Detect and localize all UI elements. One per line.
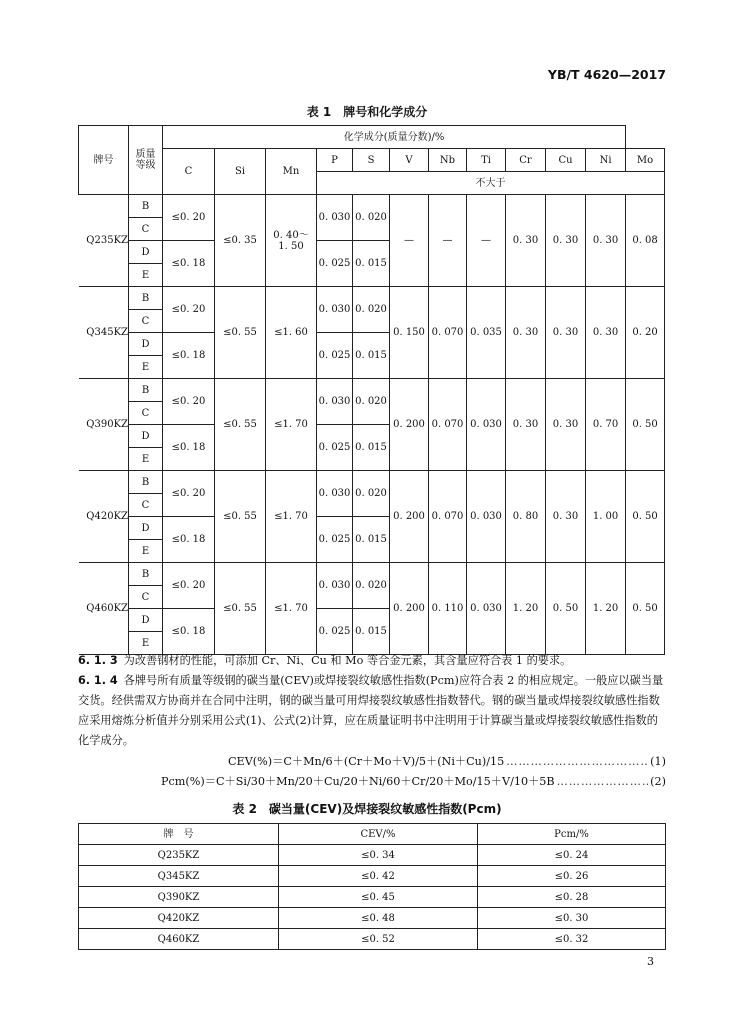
table-row xyxy=(79,287,665,310)
quality-cell: D xyxy=(129,333,163,356)
ni-cell: 0. 30 xyxy=(586,195,626,287)
header-el: Mo xyxy=(626,149,665,172)
ni-cell: 1. 00 xyxy=(586,471,626,563)
quality-cell: C xyxy=(129,218,163,241)
quality-cell: B xyxy=(129,379,163,402)
c-cell: ≤0. 20 xyxy=(163,471,215,517)
quality-cell: E xyxy=(129,356,163,379)
t2-cell: ≤0. 32 xyxy=(478,929,666,950)
v-cell: 0. 200 xyxy=(390,563,429,655)
t2-header: 牌 号 xyxy=(79,824,279,845)
grade-cell: Q390KZ xyxy=(79,379,129,471)
si-cell: ≤0. 55 xyxy=(215,471,266,563)
mo-cell: 0. 08 xyxy=(626,195,665,287)
v-cell: 0. 200 xyxy=(390,471,429,563)
nb-cell: 0. 070 xyxy=(429,379,467,471)
table2-caption: 表 2 碳当量(CEV)及焊接裂纹敏感性指数(Pcm) xyxy=(232,802,502,816)
header-chem: 化学成分(质量分数)/% xyxy=(163,126,626,149)
t2-cell: ≤0. 52 xyxy=(279,929,478,950)
header-el: Mn xyxy=(266,149,317,195)
t2-cell: ≤0. 24 xyxy=(478,845,666,866)
p-cell: 0. 030 xyxy=(317,563,353,609)
header-el: Ti xyxy=(467,149,506,172)
si-cell: ≤0. 55 xyxy=(215,379,266,471)
quality-cell: C xyxy=(129,494,163,517)
page-number: 3 xyxy=(647,955,654,968)
standard-number: YB/T 4620—2017 xyxy=(547,67,666,82)
quality-cell: C xyxy=(129,586,163,609)
c-cell: ≤0. 18 xyxy=(163,517,215,563)
s-cell: 0. 020 xyxy=(353,471,390,517)
quality-cell: D xyxy=(129,425,163,448)
quality-cell: D xyxy=(129,241,163,264)
mo-cell: 0. 50 xyxy=(626,471,665,563)
clause-6-1-4: 6. 1. 4 各牌号所有质量等级钢的碳当量(CEV)或焊接裂纹敏感性指数(Pcm)应符合表 2 的相应规定。一般应以碳当量交货。经供需双方协商并在合同中注明，钢的碳当量可用焊接裂纹敏感性指数替代。钢的碳当量或焊接裂纹敏感性指数应采用熔炼分析值并分别采用公式(1)、公式(2)计算，应在质量证明书中注明用于计算碳当量或焊接裂纹敏感性指数的化学成分。 xyxy=(78,674,664,747)
quality-cell: B xyxy=(129,563,163,586)
t2-cell: ≤0. 26 xyxy=(478,866,666,887)
quality-cell: E xyxy=(129,632,163,655)
t2-cell: ≤0. 42 xyxy=(279,866,478,887)
s-cell: 0. 020 xyxy=(353,379,390,425)
p-cell: 0. 030 xyxy=(317,379,353,425)
t2-cell: ≤0. 28 xyxy=(478,887,666,908)
s-cell: 0. 015 xyxy=(353,517,390,563)
t2-cell: ≤0. 45 xyxy=(279,887,478,908)
cu-cell: 0. 30 xyxy=(546,379,586,471)
c-cell: ≤0. 18 xyxy=(163,241,215,287)
quality-cell: E xyxy=(129,448,163,471)
header-el: Nb xyxy=(429,149,467,172)
cu-cell: 0. 50 xyxy=(546,563,586,655)
nb-cell: 0. 110 xyxy=(429,563,467,655)
s-cell: 0. 015 xyxy=(353,333,390,379)
header-el: Cr xyxy=(506,149,546,172)
si-cell: ≤0. 55 xyxy=(215,287,266,379)
mn-cell: 0. 40～ 1. 50 xyxy=(266,195,317,287)
header-el: Cu xyxy=(546,149,586,172)
table-row xyxy=(79,195,665,218)
mn-cell: ≤1. 70 xyxy=(266,563,317,655)
c-cell: ≤0. 18 xyxy=(163,609,215,655)
header-el: C xyxy=(163,149,215,195)
quality-cell: B xyxy=(129,471,163,494)
mo-cell: 0. 50 xyxy=(626,379,665,471)
table1-caption: 表 1 牌号和化学成分 xyxy=(306,105,428,119)
header-el: V xyxy=(390,149,429,172)
c-cell: ≤0. 18 xyxy=(163,425,215,471)
grade-cell: Q460KZ xyxy=(79,563,129,655)
grade-cell: Q420KZ xyxy=(79,471,129,563)
ni-cell: 0. 30 xyxy=(586,287,626,379)
ti-cell: 0. 035 xyxy=(467,287,506,379)
formula-1: CEV(%)＝C＋Mn/6＋(Cr＋Mo＋V)/5＋(Ni＋Cu)/15 …………………………………………………………………………………………………… (1) xyxy=(78,751,666,771)
t2-cell: Q345KZ xyxy=(79,866,279,887)
header-not-more: 不大于 xyxy=(317,172,665,195)
t2-cell: Q460KZ xyxy=(79,929,279,950)
c-cell: ≤0. 20 xyxy=(163,195,215,241)
ti-cell: 0. 030 xyxy=(467,563,506,655)
mn-cell: ≤1. 70 xyxy=(266,379,317,471)
quality-cell: E xyxy=(129,540,163,563)
s-cell: 0. 020 xyxy=(353,563,390,609)
cu-cell: 0. 30 xyxy=(546,287,586,379)
v-cell: 0. 150 xyxy=(390,287,429,379)
header-el: S xyxy=(353,149,390,172)
p-cell: 0. 030 xyxy=(317,471,353,517)
cr-cell: 0. 80 xyxy=(506,471,546,563)
c-cell: ≤0. 18 xyxy=(163,333,215,379)
t2-cell: ≤0. 30 xyxy=(478,908,666,929)
ni-cell: 0. 70 xyxy=(586,379,626,471)
ni-cell: 1. 20 xyxy=(586,563,626,655)
cu-cell: 0. 30 xyxy=(546,471,586,563)
cr-cell: 1. 20 xyxy=(506,563,546,655)
c-cell: ≤0. 20 xyxy=(163,287,215,333)
grade-cell: Q345KZ xyxy=(79,287,129,379)
t2-cell: Q390KZ xyxy=(79,887,279,908)
table-row xyxy=(79,887,666,908)
mo-cell: 0. 20 xyxy=(626,287,665,379)
p-cell: 0. 025 xyxy=(317,609,353,655)
grade-cell: Q235KZ xyxy=(79,195,129,287)
quality-cell: D xyxy=(129,609,163,632)
p-cell: 0. 025 xyxy=(317,425,353,471)
s-cell: 0. 015 xyxy=(353,425,390,471)
mn-cell: ≤1. 60 xyxy=(266,287,317,379)
cu-cell: 0. 30 xyxy=(546,195,586,287)
v-cell: 0. 200 xyxy=(390,379,429,471)
mn-cell: ≤1. 70 xyxy=(266,471,317,563)
nb-cell: 0. 070 xyxy=(429,287,467,379)
table-row xyxy=(79,866,666,887)
c-cell: ≤0. 20 xyxy=(163,379,215,425)
si-cell: ≤0. 35 xyxy=(215,195,266,287)
c-cell: ≤0. 20 xyxy=(163,563,215,609)
table-row xyxy=(79,908,666,929)
nb-cell: 0. 070 xyxy=(429,471,467,563)
v-cell: — xyxy=(390,195,429,287)
p-cell: 0. 030 xyxy=(317,195,353,241)
cev-table xyxy=(78,823,666,950)
p-cell: 0. 025 xyxy=(317,333,353,379)
s-cell: 0. 020 xyxy=(353,287,390,333)
quality-cell: D xyxy=(129,517,163,540)
header-quality: 质量等级 xyxy=(129,126,163,195)
p-cell: 0. 030 xyxy=(317,287,353,333)
s-cell: 0. 015 xyxy=(353,241,390,287)
ti-cell: — xyxy=(467,195,506,287)
table-row xyxy=(79,845,666,866)
t2-cell: Q420KZ xyxy=(79,908,279,929)
header-el: Ni xyxy=(586,149,626,172)
table-row xyxy=(79,471,665,494)
s-cell: 0. 015 xyxy=(353,609,390,655)
t2-cell: ≤0. 34 xyxy=(279,845,478,866)
s-cell: 0. 020 xyxy=(353,195,390,241)
clause-6-1-3: 6. 1. 3 为改善钢材的性能，可添加 Cr、Ni、Cu 和 Mo 等合金元素，其含量应符合表 1 的要求。 xyxy=(78,654,572,667)
table-row xyxy=(79,929,666,950)
p-cell: 0. 025 xyxy=(317,517,353,563)
quality-cell: B xyxy=(129,287,163,310)
ti-cell: 0. 030 xyxy=(467,379,506,471)
header-el: Si xyxy=(215,149,266,195)
t2-cell: ≤0. 48 xyxy=(279,908,478,929)
t2-cell: Q235KZ xyxy=(79,845,279,866)
table-row xyxy=(79,563,665,586)
header-el: P xyxy=(317,149,353,172)
table-row xyxy=(79,379,665,402)
mo-cell: 0. 50 xyxy=(626,563,665,655)
t2-header: CEV/% xyxy=(279,824,478,845)
header-grade: 牌号 xyxy=(79,126,129,195)
quality-cell: E xyxy=(129,264,163,287)
quality-cell: B xyxy=(129,195,163,218)
ti-cell: 0. 030 xyxy=(467,471,506,563)
quality-cell: C xyxy=(129,310,163,333)
si-cell: ≤0. 55 xyxy=(215,563,266,655)
nb-cell: — xyxy=(429,195,467,287)
cr-cell: 0. 30 xyxy=(506,379,546,471)
formula-2: Pcm(%)＝C＋Si/30＋Mn/20＋Cu/20＋Ni/60＋Cr/20＋Mo/15＋V/10＋5B …………………………………………………………………………………………………… (2) xyxy=(78,771,666,791)
quality-cell: C xyxy=(129,402,163,425)
t2-header: Pcm/% xyxy=(478,824,666,845)
cr-cell: 0. 30 xyxy=(506,287,546,379)
composition-table xyxy=(78,125,665,655)
cr-cell: 0. 30 xyxy=(506,195,546,287)
p-cell: 0. 025 xyxy=(317,241,353,287)
